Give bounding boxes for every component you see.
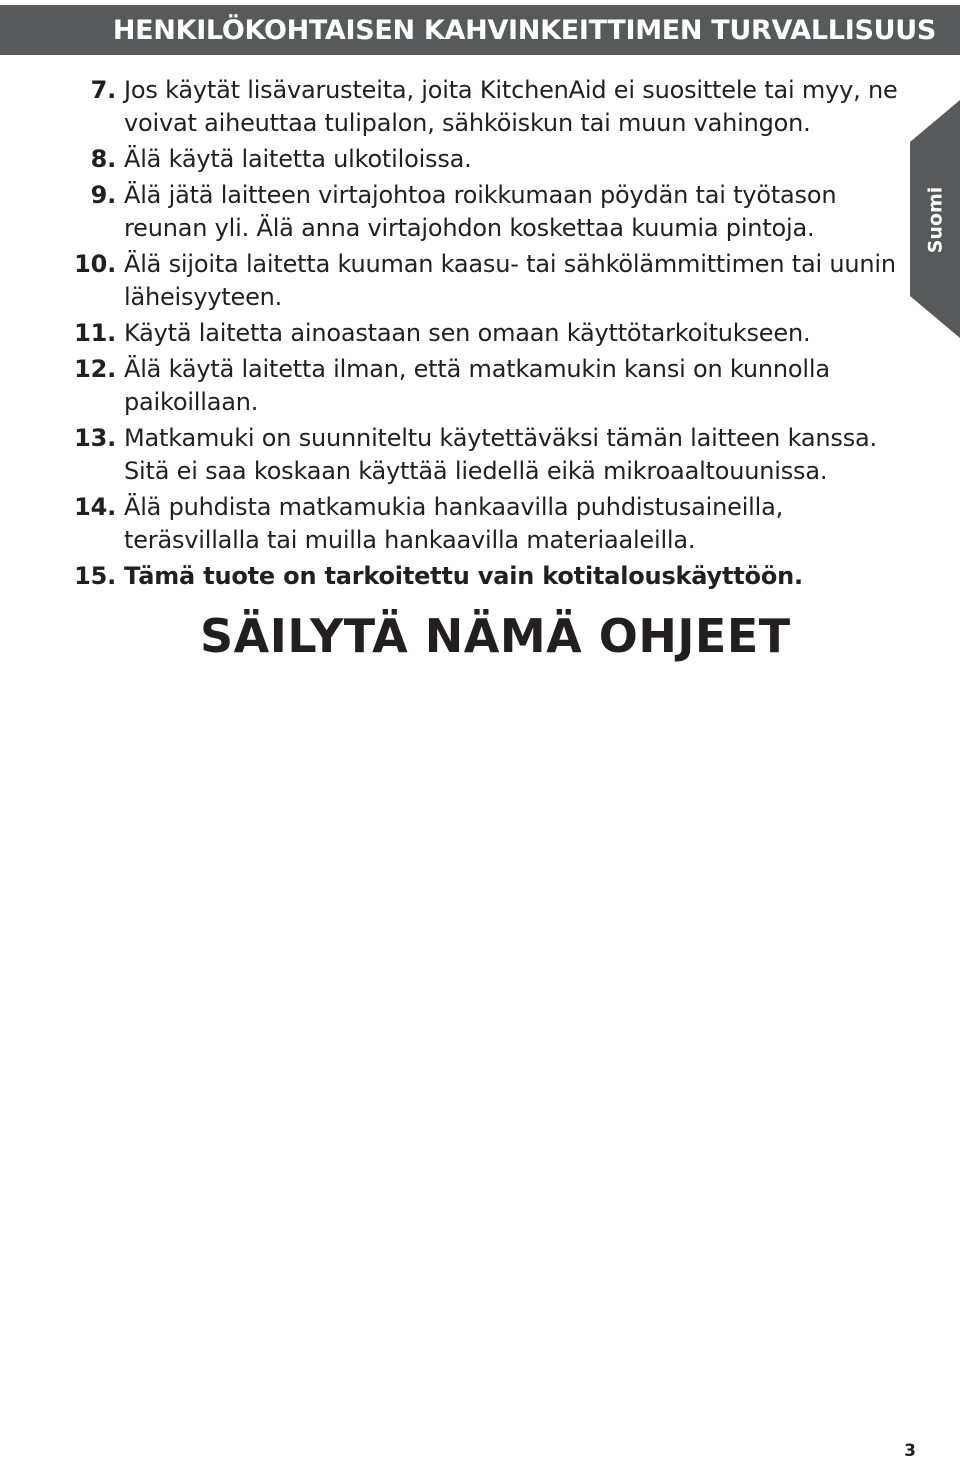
instruction-item: [62, 179, 912, 245]
instruction-item: [62, 422, 912, 488]
instruction-item: [62, 317, 912, 350]
instruction-item: [62, 143, 912, 176]
instruction-text: Älä sijoita laitetta kuuman kaasu- tai sähkölämmittimen tai uunin läheisyyteen.: [124, 250, 896, 311]
instruction-text: Älä käytä laitetta ilman, että matkamukin kansi on kunnolla paikoillaan.: [124, 355, 830, 416]
language-tab-label: Suomi: [924, 186, 947, 254]
language-tab: [910, 100, 960, 338]
instruction-text: Älä jätä laitteen virtajohtoa roikkumaan pöydän tai työtason reunan yli. Älä anna virtajohdon koskettaa kuumia pintoja.: [124, 181, 837, 242]
instruction-number: 13.: [74, 424, 116, 452]
page-number: 3: [904, 1441, 916, 1461]
instruction-item: [62, 560, 912, 593]
instruction-number: 12.: [74, 355, 116, 383]
instruction-number: 7.: [90, 76, 116, 104]
safety-instructions-list: [62, 74, 912, 596]
instruction-number: 8.: [90, 145, 116, 173]
instruction-item: [62, 248, 912, 314]
instruction-text: Jos käytät lisävarusteita, joita KitchenAid ei suosittele tai myy, ne voivat aiheuttaa tulipalon, sähköiskun tai muun vahingon.: [124, 76, 898, 137]
instruction-text: Älä puhdista matkamukia hankaavilla puhdistusaineilla, teräsvillalla tai muilla hankaavilla materiaaleilla.: [124, 493, 784, 554]
instruction-number: 14.: [74, 493, 116, 521]
instruction-number: 10.: [74, 250, 116, 278]
instruction-text: Käytä laitetta ainoastaan sen omaan käyttötarkoitukseen.: [124, 319, 811, 347]
page-title: HENKILÖKOHTAISEN KAHVINKEITTIMEN TURVALLISUUS: [112, 15, 936, 46]
instruction-number: 11.: [74, 319, 116, 347]
instruction-text: Matkamuki on suunniteltu käytettäväksi tämän laitteen kanssa. Sitä ei saa koskaan käyttää liedellä eikä mikroaaltouunissa.: [124, 424, 877, 485]
header-bar: [0, 5, 960, 55]
instruction-item: [62, 74, 912, 140]
save-instructions-heading: SÄILYTÄ NÄMÄ OHJEET: [200, 609, 791, 663]
instruction-text: Tämä tuote on tarkoitettu vain kotitalouskäyttöön.: [124, 562, 803, 590]
instruction-text: Älä käytä laitetta ulkotiloissa.: [124, 145, 472, 173]
instruction-item: [62, 491, 912, 557]
instruction-number: 15.: [74, 562, 116, 590]
instruction-item: [62, 353, 912, 419]
instruction-number: 9.: [90, 181, 116, 209]
